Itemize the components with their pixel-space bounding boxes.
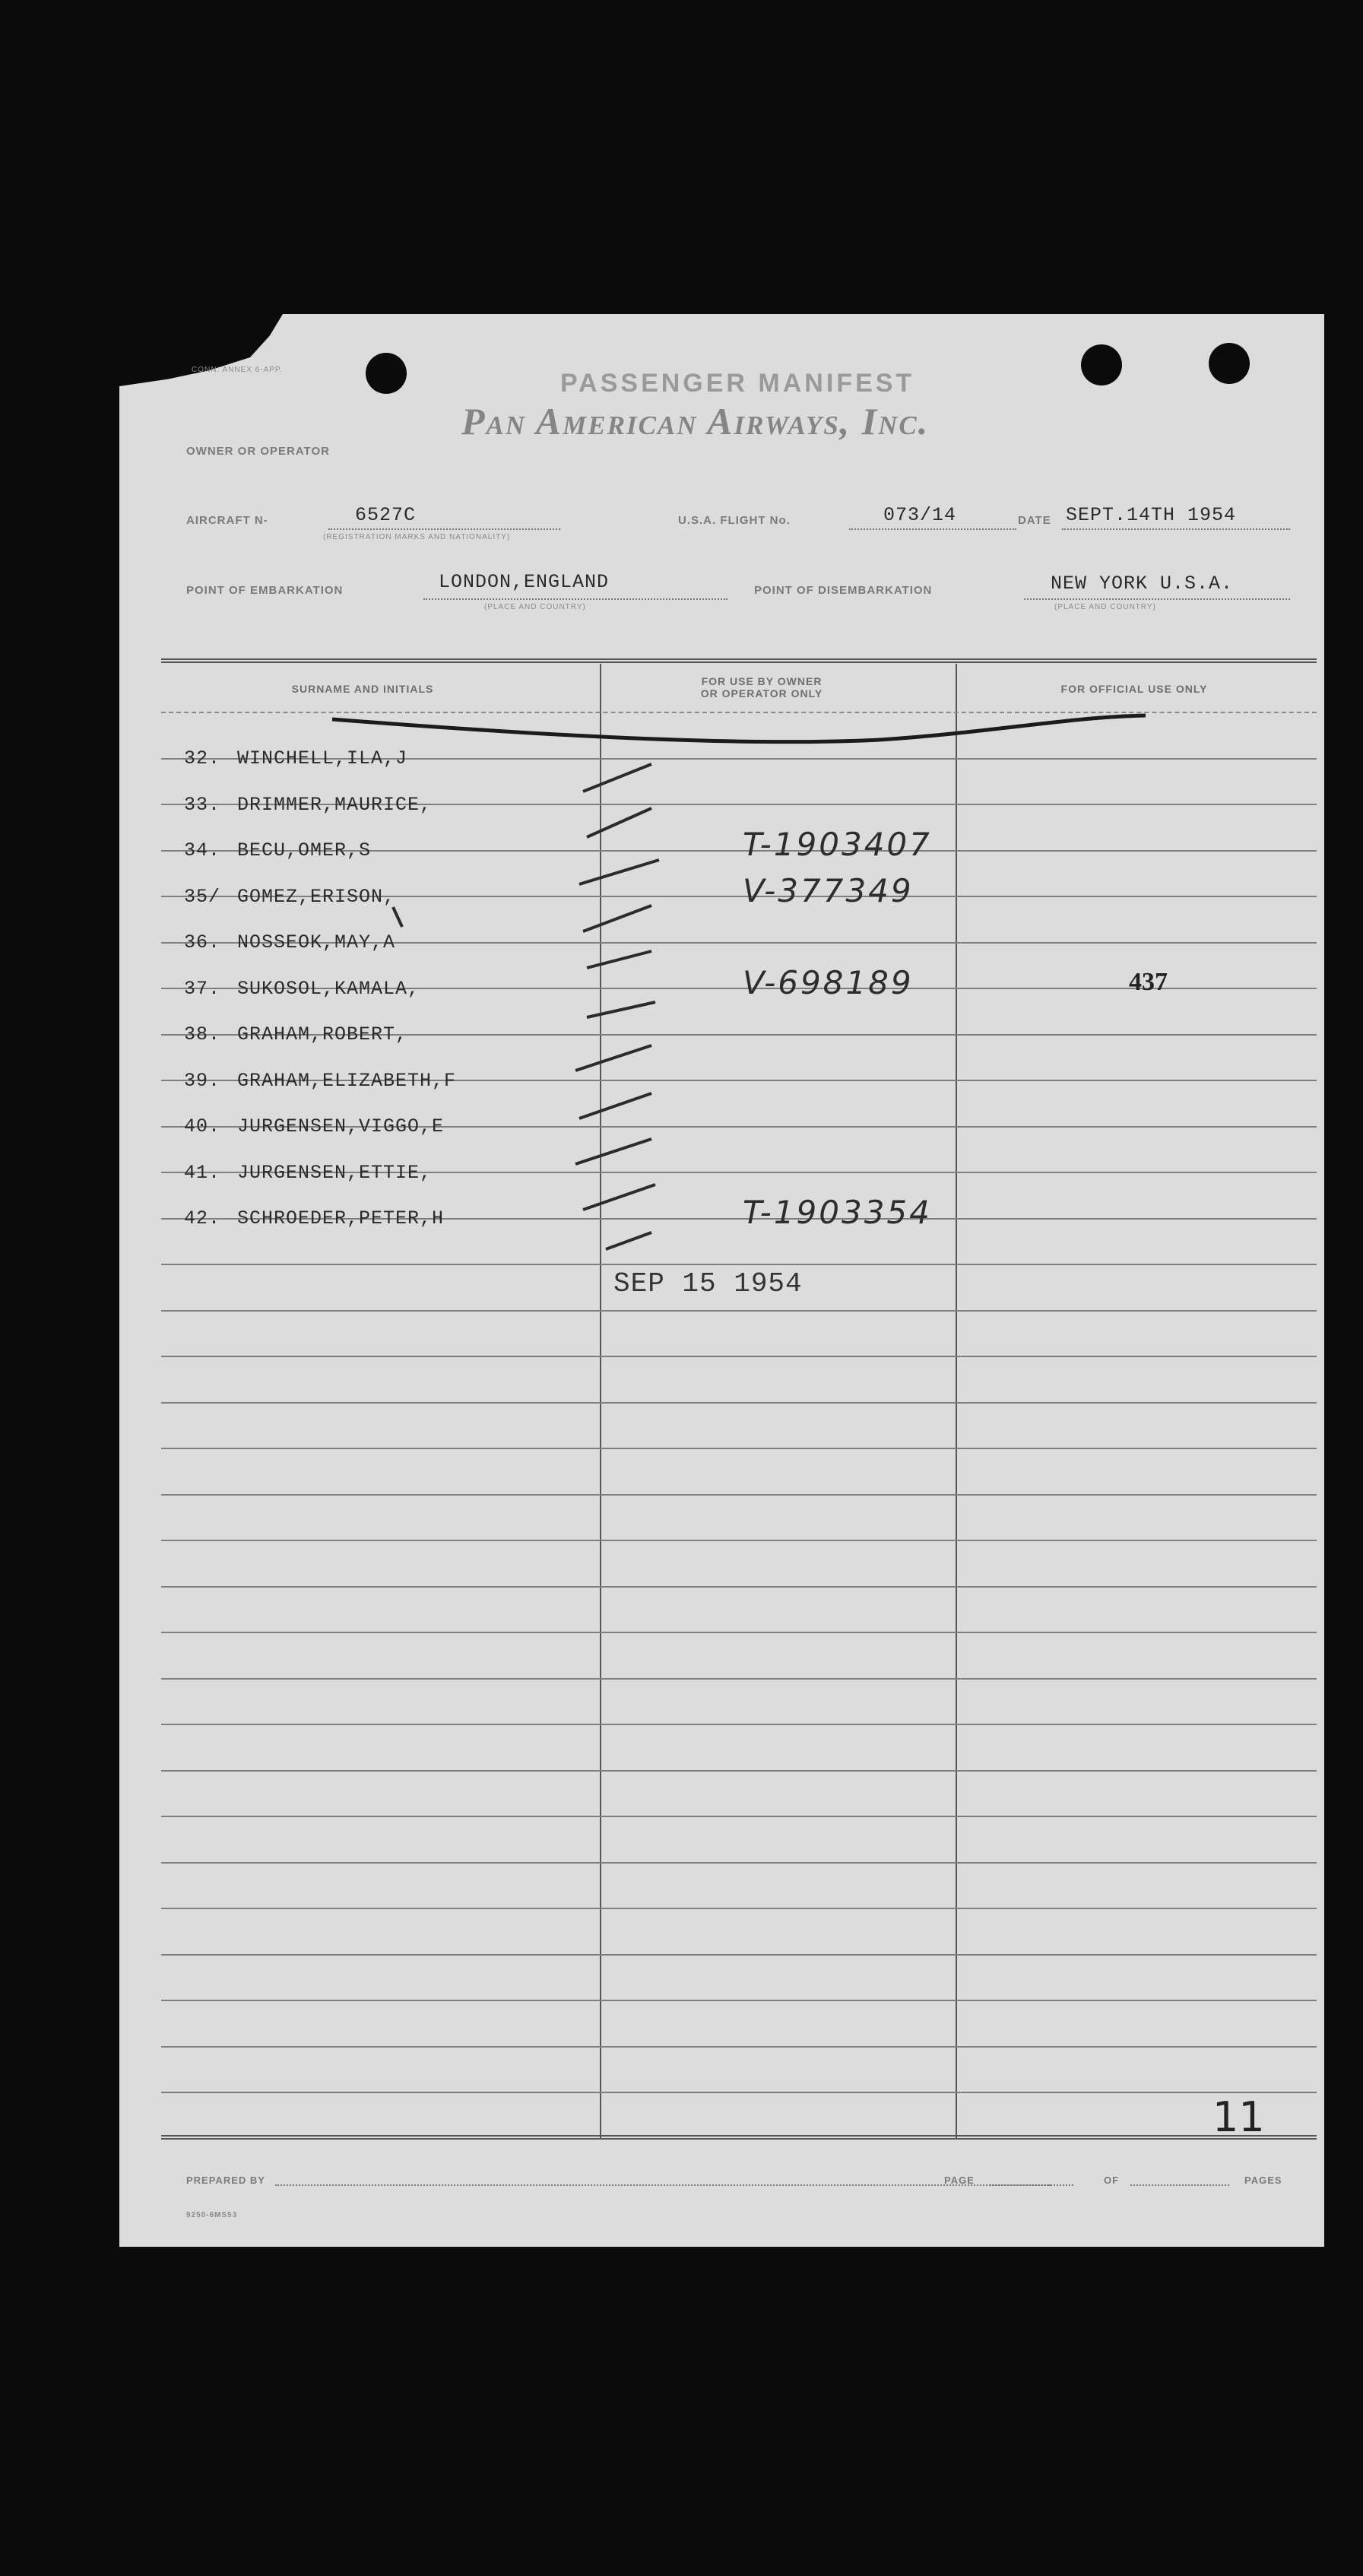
- passenger-name: NOSSEOK,MAY,A: [237, 931, 396, 953]
- form-title: PASSENGER MANIFEST: [560, 369, 915, 398]
- passenger-number: 34.: [184, 839, 221, 861]
- aircraft-value: 6527C: [355, 504, 417, 526]
- pages-label: PAGES: [1244, 2175, 1282, 2186]
- owner-label: OWNER OR OPERATOR: [186, 445, 330, 458]
- check-mark: [587, 808, 651, 837]
- check-mark: [575, 1045, 651, 1071]
- disembark-sublabel: (PLACE AND COUNTRY): [1054, 603, 1156, 611]
- disembark-label: POINT OF DISEMBARKATION: [754, 584, 933, 597]
- check-mark: [606, 1232, 651, 1249]
- of-label: OF: [1104, 2175, 1120, 2186]
- passenger-name: WINCHELL,ILA,J: [237, 747, 408, 769]
- passenger-name: DRIMMER,MAURICE,: [237, 793, 433, 816]
- manifest-sheet: [119, 314, 1324, 2247]
- ticket-number: T-1903407: [743, 826, 932, 863]
- check-mark: [583, 906, 651, 931]
- embark-value: LONDON,ENGLAND: [439, 571, 610, 593]
- passenger-number: 40.: [184, 1115, 221, 1137]
- col-official-header: FOR OFFICIAL USE ONLY: [1060, 683, 1208, 695]
- ticket-number: T-1903354: [743, 1194, 932, 1231]
- col-owner-header-line2: OR OPERATOR ONLY: [700, 687, 823, 700]
- passenger-name: JURGENSEN,ETTIE,: [237, 1161, 433, 1184]
- date-value: SEPT.14TH 1954: [1066, 504, 1237, 526]
- ticket-number: V-377349: [743, 871, 914, 909]
- official-number: 437: [1129, 968, 1168, 996]
- date-label: DATE: [1018, 514, 1051, 527]
- passenger-number: 38.: [184, 1023, 221, 1045]
- col-surname-header: SURNAME AND INITIALS: [291, 683, 434, 695]
- col-owner-header-line1: FOR USE BY OWNER: [701, 675, 823, 687]
- prepared-label: PREPARED BY: [186, 2175, 265, 2186]
- passenger-name: GOMEZ,ERISON,: [237, 885, 396, 908]
- page-mark: 11: [1212, 2093, 1265, 2141]
- passenger-name: JURGENSEN,VIGGO,E: [237, 1115, 445, 1137]
- passenger-name: SUKOSOL,KAMALA,: [237, 977, 420, 1000]
- embark-sublabel: (PLACE AND COUNTRY): [484, 603, 586, 611]
- flight-label: U.S.A. FLIGHT No.: [678, 514, 791, 527]
- company-name: Pan American Airways, Inc.: [461, 400, 930, 443]
- aircraft-sublabel: (REGISTRATION MARKS AND NATIONALITY): [323, 533, 511, 541]
- check-mark: [393, 907, 402, 927]
- check-mark: [579, 860, 659, 884]
- embark-label: POINT OF EMBARKATION: [186, 584, 344, 597]
- passenger-number: 33.: [184, 793, 221, 816]
- check-mark: [583, 764, 651, 792]
- received-stamp: SEP 15 1954: [613, 1268, 803, 1299]
- passenger-number: 37.: [184, 977, 221, 1000]
- form-code: 9250-6MS53: [186, 2211, 238, 2219]
- ticket-number: V-698189: [743, 963, 914, 1001]
- passenger-number: 32.: [184, 747, 221, 769]
- passenger-number: 36.: [184, 931, 221, 953]
- check-marks: [393, 764, 659, 1249]
- strike-line: [332, 715, 1146, 742]
- passenger-name: BECU,OMER,S: [237, 839, 372, 861]
- passenger-number: 41.: [184, 1161, 221, 1184]
- flight-value: 073/14: [883, 504, 957, 526]
- of-line: [1130, 2184, 1229, 2186]
- disembark-value: NEW YORK U.S.A.: [1051, 573, 1234, 595]
- check-mark: [587, 951, 651, 968]
- page-line: [986, 2184, 1073, 2186]
- passenger-name: SCHROEDER,PETER,H: [237, 1207, 445, 1229]
- corner-reference: CONN. ANNEX 6-APP.: [192, 366, 284, 374]
- passenger-name: GRAHAM,ROBERT,: [237, 1023, 408, 1045]
- page-label: PAGE: [944, 2175, 975, 2186]
- aircraft-label: AIRCRAFT N-: [186, 514, 268, 527]
- check-mark: [579, 1093, 651, 1118]
- passenger-number: 35/: [184, 885, 221, 908]
- passenger-name: GRAHAM,ELIZABETH,F: [237, 1069, 457, 1092]
- check-mark: [583, 1185, 655, 1210]
- passenger-number: 42.: [184, 1207, 221, 1229]
- check-mark: [575, 1139, 651, 1164]
- passenger-number: 39.: [184, 1069, 221, 1092]
- prepared-line: [275, 2184, 1051, 2186]
- check-mark: [587, 1002, 655, 1017]
